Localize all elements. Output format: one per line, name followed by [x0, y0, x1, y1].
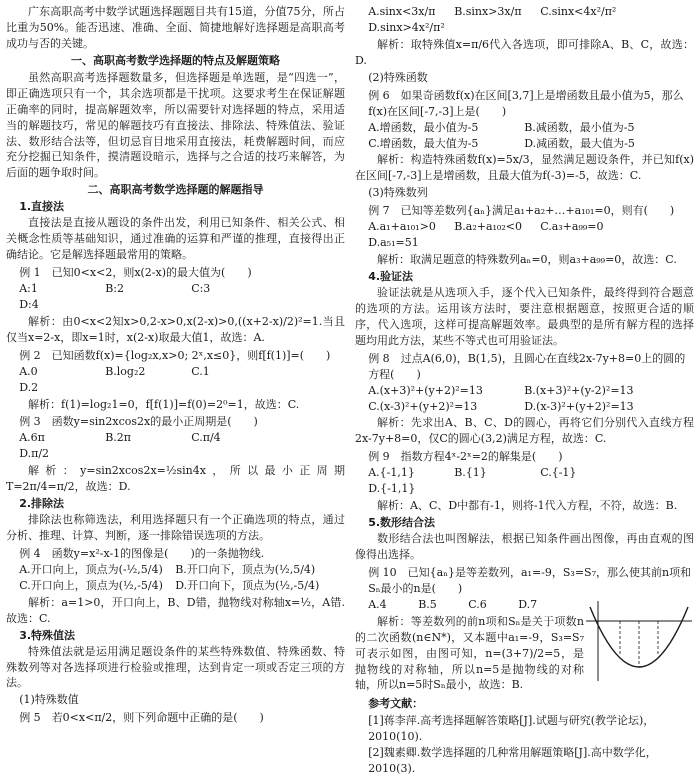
option: B.减函数，最小值为-5 — [524, 120, 635, 134]
example-10-options — [355, 597, 584, 613]
option: C.a₃+a₉₉=0 — [540, 220, 604, 234]
example-7-options — [355, 219, 694, 251]
option: B.log₂2 — [105, 364, 146, 378]
example-10-block — [355, 597, 694, 694]
example-8-options — [355, 383, 694, 415]
method-3-sub-3: (3)特殊数列 — [368, 186, 428, 200]
example-6-solution: 解析：构造特殊函数f(x)=5x/3，显然满足题设条件，并已知f(x)在区间[-7,-3]上是增函数，且最大值为f(-3)=-5，故选：C. — [355, 153, 694, 183]
example-8-solution: 解析：先求出A、B、C、D的圆心，再将它们分别代入直线方程2x-7y+8=0，仅C的圆心(3,2)满足方程，故选：C. — [355, 416, 694, 446]
right-column — [355, 4, 694, 776]
option: A.sinx<3x/π — [368, 5, 436, 18]
example-4-solution: 解析：a=1>0，开口向上，B、D错，抛物线对称轴x=½，A错.故选：C. — [6, 595, 345, 625]
option: B.a₂+a₁₀₂<0 — [454, 220, 522, 234]
option: D.开口向下，顶点为(½,-5/4) — [175, 578, 320, 592]
method-5-body: 数形结合法也叫图解法，根据已知条件画出图像，再由直观的图像得出选择。 — [355, 532, 694, 561]
example-1-solution: 解析：由0<x<2知x>0,2-x>0,x(2-x)>0,((x+2-x)/2)²=1.当且仅当x=2-x，即x=1时，x(2-x)取最大值1，故选：A. — [6, 314, 345, 344]
example-10-text — [355, 597, 584, 694]
method-3-sub-2: (2)特殊函数 — [368, 70, 428, 84]
example-2-options — [6, 364, 345, 396]
option: C.增函数，最大值为-5 — [368, 136, 479, 150]
method-3-sub-1: (1)特殊数值 — [19, 693, 79, 707]
example-3: 例 3 函数y=sin2xcos2x的最小正周期是( ) — [19, 415, 258, 429]
option: D:4 — [19, 297, 39, 311]
option: A.a₁+a₁₀₁>0 — [368, 220, 436, 234]
option: C.{-1} — [540, 466, 577, 480]
example-5-options — [355, 4, 694, 36]
example-4: 例 4 函数y=x²-x-1的图像是( )的一条抛物线. — [19, 546, 265, 560]
example-3-options — [6, 430, 345, 462]
option: D.π/2 — [19, 447, 50, 461]
example-10-solution: 解析：等差数列的前n项和Sₙ是关于项数n的二次函数(n∈N*)，又本题中a₁=-9，S₃=S₇可表示如图，由图可知，n=(3+7)/2=5，是抛物线的对称轴，所以n=5是抛物线的对称轴，所以n=5时Sₙ最小，故选：B. — [355, 614, 584, 692]
option: D.减函数，最大值为-5 — [524, 136, 635, 150]
option: A.6π — [19, 431, 45, 445]
example-1-options — [6, 281, 345, 313]
method-2-body: 排除法也称筛选法，利用选择题只有一个正确选项的特点，通过分析、推理、计算、判断，逐一排除错误选项的方法。 — [6, 513, 345, 542]
option: B:2 — [105, 281, 124, 295]
option: B.(x+3)²+(y-2)²=13 — [524, 383, 634, 397]
option: B.2π — [105, 431, 131, 445]
reference-item: [1]蒋李萍.高考选择题解答策略[J].试题与研究(教学论坛)，2010(10). — [368, 714, 655, 744]
option: A.4 — [368, 597, 387, 611]
option: D.sinx>4x²/π² — [368, 20, 445, 34]
option: D.a₅₁=51 — [368, 236, 419, 250]
option: B.sinx>3x/π — [454, 5, 522, 18]
option: A:1 — [19, 281, 38, 295]
option: C.(x-3)²+(y+2)²=13 — [368, 399, 478, 413]
example-5-solution: 解析：取特殊值x=π/6代入各选项，即可排除A、B、C，故选：D. — [355, 37, 694, 67]
method-4-body: 验证法就是从选项入手，逐个代入已知条件，最终得到符合题意的选项的方法。运用该方法时，要注意根据题意，按照更合适的顺序，代入选项，这样可提高解题效率。最典型的是所有解方程的选择题均用此方法，某些不等式也可用验证法。 — [355, 285, 694, 347]
method-2-title: 2.排除法 — [19, 497, 65, 511]
reference-item: [2]魏素卿.数学选择题的几种常用解题策略[J].高中数学化，2010(3). — [368, 746, 657, 776]
option: C:3 — [191, 281, 211, 295]
option: D.7 — [518, 597, 538, 611]
option: D.{-1,1} — [368, 482, 416, 496]
example-7-solution: 解析：取满足题意的特殊数列aₙ=0，则a₃+a₉₉=0，故选：C. — [377, 253, 677, 267]
option: C.π/4 — [191, 431, 221, 445]
example-10: 例 10 已知{aₙ}是等差数列，a₁=-9，S₃=S₇，那么使其前n项和Sₙ最小的n是( ) — [368, 565, 692, 595]
method-3-title: 3.特殊值法 — [19, 628, 76, 642]
example-6-options — [355, 120, 694, 152]
example-1: 例 1 已知0<x<2，则x(2-x)的最大值为( ) — [19, 266, 252, 279]
method-1-title: 1.直接法 — [19, 200, 65, 214]
parabola-graph — [584, 597, 694, 683]
method-1-body: 直接法是直接从题设的条件出发，利用已知条件、相关公式、相关概念性质等基础知识，通过准确的运算和严谨的推理，直接得出正确结论。它是解选择题最常用的策略。 — [6, 216, 345, 262]
example-9: 例 9 指数方程4ˣ-2ˣ=2的解集是( ) — [368, 450, 563, 464]
option: B.{1} — [454, 466, 487, 480]
option: C.1 — [191, 364, 210, 378]
option: D.2 — [19, 380, 39, 394]
example-8: 例 8 过点A(6,0)，B(1,5)，且圆心在直线2x-7y+8=0上的圆的方程( ) — [368, 351, 686, 381]
example-9-options — [355, 465, 694, 497]
option: A.{-1,1} — [368, 466, 415, 480]
method-5-title: 5.数形结合法 — [368, 516, 436, 530]
example-5: 例 5 若0<x<π/2，则下列命题中正确的是( ) — [19, 711, 264, 725]
option: C.sinx<4x²/π² — [540, 5, 617, 18]
option: C.开口向上，顶点为(½,-5/4) — [19, 578, 163, 592]
left-column — [6, 4, 345, 725]
method-4-title: 4.验证法 — [368, 270, 414, 283]
example-4-options — [6, 562, 345, 594]
option: B.5 — [418, 597, 437, 611]
method-3-body: 特殊值法就是运用满足题设条件的某些特殊数值、特殊函数、特殊数列等对各选择项进行检验或推理，达到肯定一项或否定三项的方法。 — [6, 644, 345, 690]
intro-paragraph: 广东高职高考中数学试题选择题题目共有15道，分值75分，所占比重为50%。能否迅速、准确、全面、简捷地解好选择题是高职高考成功与否的关键。 — [6, 5, 345, 50]
option: A.(x+3)²+(y+2)²=13 — [368, 383, 483, 397]
example-2-solution: 解析：f(1)=log₂1=0，f[f(1)]=f(0)=2⁰=1，故选：C. — [28, 397, 300, 411]
option: B.开口向下，顶点为(½,5/4) — [175, 562, 316, 576]
example-2: 例 2 已知函数f(x)={log₂x,x>0; 2ˣ,x≤0}，则f[f(1)]=( ) — [19, 348, 331, 362]
option: A.0 — [19, 364, 38, 378]
option: A.增函数，最小值为-5 — [368, 120, 479, 134]
example-3-solution: 解析：y=sin2xcos2x=½sin4x，所以最小正周期T=2π/4=π/2，故选：D. — [6, 464, 345, 494]
option: C.6 — [468, 597, 487, 611]
references-title: 参考文献： — [368, 697, 424, 711]
option: D.(x-3)²+(y+2)²=13 — [524, 399, 634, 413]
section-1-body: 虽然高职高考选择题数量多，但选择题是单选题，是“四选一”，即正确选项只有一个，其余选项都是干扰项。这要求考生在保证解题正确率的同时，提高解题效率，所以需要针对选择题的特点，采用适当的解题技巧，常见的解题技巧有直接法、排除法、特殊值法、验证法、数形结合法等，但切忌盲目地采用直接法，耗费解题时间，而应充分挖掘已知条件，摸清题设暗示，选择与之合适的技巧来解答，为后面的题争取时间。 — [6, 70, 345, 180]
example-6: 例 6 如果奇函数f(x)在区间[3,7]上是增函数且最小值为5，那么f(x)在区间[-7,-3]上是( ) — [368, 88, 684, 118]
section-2-title: 二、高职高考数学选择题的解题指导 — [87, 183, 264, 197]
example-9-solution: 解析：A、C、D中都有-1，则将-1代入方程，不符，故选：B. — [377, 499, 678, 513]
option: A.开口向上，顶点为(-½,5/4) — [19, 562, 163, 576]
section-1-title: 一、高职高考数学选择题的特点及解题策略 — [71, 53, 280, 67]
example-7: 例 7 已知等差数列{aₙ}满足a₁+a₂+…+a₁₀₁=0，则有( ) — [368, 204, 675, 218]
